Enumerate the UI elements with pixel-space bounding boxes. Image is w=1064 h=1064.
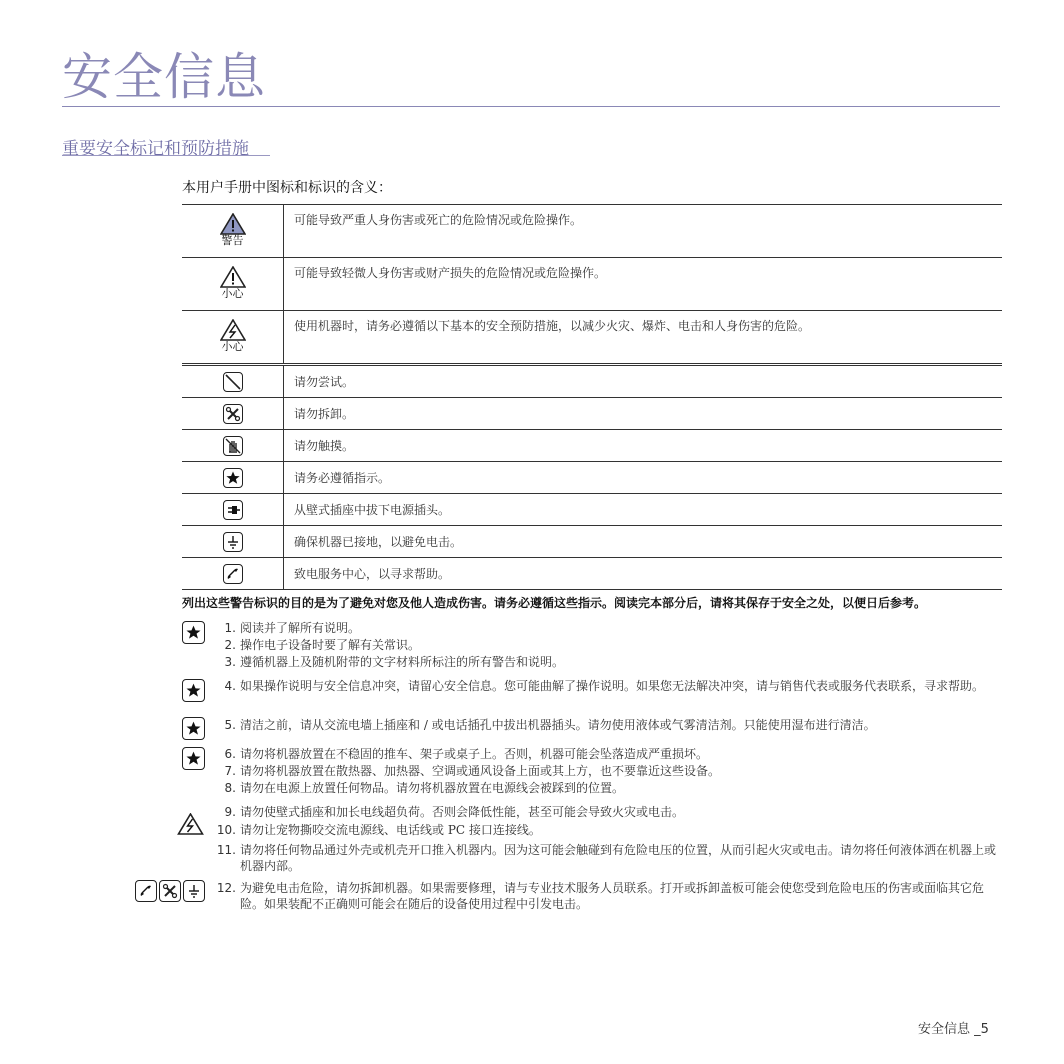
call-service-icon — [135, 880, 157, 902]
symbol-description: 使用机器时，请务必遵循以下基本的安全预防措施，以减少火灾、爆炸、电击和人身伤害的危险。 — [294, 319, 811, 333]
intro-text: 本用户手册中图标和标识的含义： — [182, 180, 392, 196]
symbol-description: 请勿拆卸。 — [294, 407, 355, 421]
symbol-description: 可能导致轻微人身伤害或财产损失的危险情况或危险操作。 — [294, 266, 607, 280]
symbol-description: 确保机器已接地，以避免电击。 — [294, 535, 463, 549]
list-item: 5. 清洁之前，请从交流电墙上插座和 / 或电话插孔中拔出机器插头。请勿使用液体或气雾清洁剂。只能使用湿布进行清洁。 — [224, 718, 876, 732]
symbol-table — [182, 204, 1002, 590]
symbol-description: 请务必遵循指示。 — [294, 471, 391, 485]
symbol-description: 请勿尝试。 — [294, 375, 355, 389]
follow-instructions-icon — [223, 468, 243, 488]
list-item: 10. 请勿让宠物撕咬交流电源线、电话线或 PC 接口连接线。 — [216, 823, 541, 837]
ground-icon — [223, 532, 243, 552]
section-heading: 重要安全标记和预防措施 — [62, 139, 249, 159]
do-not-touch-icon — [223, 436, 243, 456]
call-service-icon — [223, 564, 243, 584]
symbol-label: 小心 — [221, 287, 244, 300]
symbol-description: 请勿触摸。 — [294, 439, 355, 453]
warning-triangle-filled-icon — [220, 213, 246, 235]
follow-instructions-icon — [182, 679, 205, 702]
list-item: 6. 请勿将机器放置在不稳固的推车、架子或桌子上。否则，机器可能会坠落造成严重损坏。 — [224, 747, 709, 761]
ground-icon — [183, 880, 205, 902]
list-item: 3. 遵循机器上及随机附带的文字材料所标注的所有警告和说明。 — [224, 655, 565, 669]
symbol-row-call-service — [182, 558, 1002, 590]
symbol-row-caution — [182, 258, 1002, 311]
do-not-attempt-icon — [223, 372, 243, 392]
list-item: 11. 请勿将任何物品通过外壳或机壳开口推入机器内。因为这可能会触碰到有危险电压的位置，从而引起火灾或电击。请勿将任何液体洒在机器上或机器内部。 — [216, 843, 997, 873]
page-footer: 安全信息 _5 — [918, 1022, 989, 1037]
section-heading-rule — [62, 155, 270, 156]
symbol-row-warning — [182, 205, 1002, 258]
symbol-description: 从壁式插座中拔下电源插头。 — [294, 503, 451, 517]
list-item: 7. 请勿将机器放置在散热器、加热器、空调或通风设备上面或其上方，也不要靠近这些设备。 — [224, 764, 721, 778]
caution-triangle-icon — [220, 266, 246, 288]
electric-caution-triangle-icon — [220, 319, 246, 341]
symbol-row-ground — [182, 526, 1002, 558]
do-not-disassemble-icon — [159, 880, 181, 902]
follow-instructions-icon — [182, 717, 205, 740]
symbol-row-follow-instructions — [182, 462, 1002, 494]
unplug-icon — [223, 500, 243, 520]
list-item: 9. 请勿使壁式插座和加长电线超负荷。否则会降低性能，甚至可能会导致火灾或电击。 — [224, 805, 685, 819]
symbol-row-unplug — [182, 494, 1002, 526]
list-item: 4. 如果操作说明与安全信息冲突，请留心安全信息。您可能曲解了操作说明。如果您无法解决冲突，请与销售代表或服务代表联系，寻求帮助。 — [224, 679, 985, 693]
symbol-row-do-not-touch — [182, 430, 1002, 462]
follow-instructions-icon — [182, 747, 205, 770]
purpose-statement: 列出这些警告标识的目的是为了避免对您及他人造成伤害。请务必遵循这些指示。阅读完本部分后，请将其保存于安全之处，以便日后参考。 — [182, 596, 927, 610]
page-title: 安全信息 — [62, 48, 266, 106]
symbol-row-do-not-disassemble — [182, 398, 1002, 430]
electric-caution-triangle-icon — [177, 813, 204, 835]
symbol-row-do-not-attempt — [182, 366, 1002, 398]
title-rule — [62, 106, 1000, 107]
list-item: 8. 请勿在电源上放置任何物品。请勿将机器放置在电源线会被踩到的位置。 — [224, 781, 625, 795]
symbol-row-electric-caution — [182, 311, 1002, 366]
symbol-description: 可能导致严重人身伤害或死亡的危险情况或危险操作。 — [294, 213, 583, 227]
do-not-disassemble-icon — [223, 404, 243, 424]
follow-instructions-icon — [182, 621, 205, 644]
symbol-label: 小心 — [221, 340, 244, 353]
symbol-label: 警告 — [221, 234, 244, 247]
list-item: 1. 阅读并了解所有说明。 — [224, 621, 361, 635]
list-item: 12. 为避免电击危险，请勿拆卸机器。如果需要修理，请与专业技术服务人员联系。打开或拆卸盖板可能会使您受到危险电压的伤害或面临其它危险。如果装配不正确则可能会在随后的设备使用过程中引发电击。 — [216, 881, 985, 911]
list-item: 2. 操作电子设备时要了解有关常识。 — [224, 638, 421, 652]
symbol-description: 致电服务中心，以寻求帮助。 — [294, 567, 451, 581]
